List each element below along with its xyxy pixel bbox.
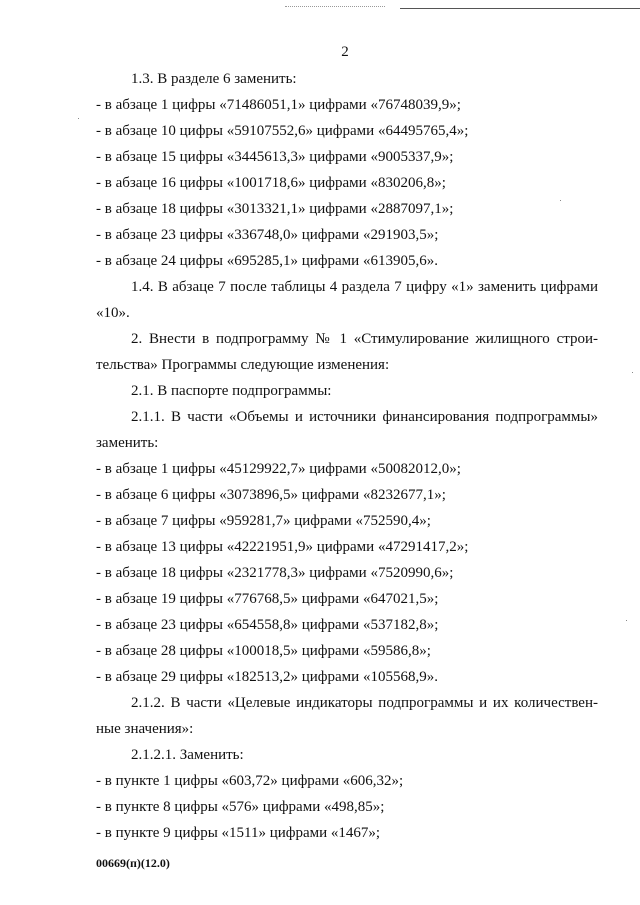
paragraph-line: 2. Внести в подпрограмму № 1 «Стимулирование жилищного строи- xyxy=(131,331,598,347)
document-code: 00669(п)(12.0) xyxy=(96,856,170,870)
list-item: - в абзаце 24 цифры «695285,1» цифрами «613905,6». xyxy=(96,253,438,269)
page-number: 2 xyxy=(341,44,349,60)
paragraph-line: 2.1.1. В части «Объемы и источники финансирования подпрограммы» xyxy=(131,409,598,425)
paragraph-line: 2.1.2.1. Заменить: xyxy=(131,747,244,763)
list-item: - в абзаце 10 цифры «59107552,6» цифрами «64495765,4»; xyxy=(96,123,469,139)
paragraph-line: ные значения»: xyxy=(96,721,194,737)
list-item: - в пункте 8 цифры «576» цифрами «498,85»; xyxy=(96,799,385,815)
list-item: - в абзаце 19 цифры «776768,5» цифрами «647021,5»; xyxy=(96,591,439,607)
list-item: - в абзаце 7 цифры «959281,7» цифрами «752590,4»; xyxy=(96,513,431,529)
list-item: - в пункте 9 цифры «1511» цифрами «1467»; xyxy=(96,825,381,841)
list-item: - в абзаце 29 цифры «182513,2» цифрами «105568,9». xyxy=(96,669,438,685)
scan-speck xyxy=(78,118,79,119)
list-item: - в абзаце 1 цифры «45129922,7» цифрами «50082012,0»; xyxy=(96,461,461,477)
list-item: - в пункте 1 цифры «603,72» цифрами «606,32»; xyxy=(96,773,404,789)
list-item: - в абзаце 18 цифры «3013321,1» цифрами «2887097,1»; xyxy=(96,201,454,217)
list-item: - в абзаце 15 цифры «3445613,3» цифрами «9005337,9»; xyxy=(96,149,454,165)
paragraph-line: заменить: xyxy=(96,435,159,451)
scan-artifact-dots xyxy=(285,6,385,9)
list-item: - в абзаце 6 цифры «3073896,5» цифрами «8232677,1»; xyxy=(96,487,446,503)
list-item: - в абзаце 13 цифры «42221951,9» цифрами «47291417,2»; xyxy=(96,539,469,555)
paragraph-line: 1.3. В разделе 6 заменить: xyxy=(131,71,297,87)
scan-speck xyxy=(626,620,627,621)
list-item: - в абзаце 18 цифры «2321778,3» цифрами «7520990,6»; xyxy=(96,565,454,581)
paragraph-line: «10». xyxy=(96,305,130,321)
paragraph-line: тельства» Программы следующие изменения: xyxy=(96,357,390,373)
list-item: - в абзаце 28 цифры «100018,5» цифрами «59586,8»; xyxy=(96,643,431,659)
list-item: - в абзаце 23 цифры «336748,0» цифрами «291903,5»; xyxy=(96,227,439,243)
scan-artifact-rule xyxy=(400,8,640,9)
list-item: - в абзаце 1 цифры «71486051,1» цифрами «76748039,9»; xyxy=(96,97,461,113)
document-body xyxy=(96,66,598,846)
paragraph-line: 2.1. В паспорте подпрограммы: xyxy=(131,383,332,399)
scan-speck xyxy=(632,372,633,373)
paragraph-line: 1.4. В абзаце 7 после таблицы 4 раздела 7 цифру «1» заменить цифрами xyxy=(131,279,598,295)
list-item: - в абзаце 16 цифры «1001718,6» цифрами «830206,8»; xyxy=(96,175,446,191)
paragraph-line: 2.1.2. В части «Целевые индикаторы подпрограммы и их количествен- xyxy=(131,695,598,711)
list-item: - в абзаце 23 цифры «654558,8» цифрами «537182,8»; xyxy=(96,617,439,633)
scan-speck xyxy=(560,200,561,201)
